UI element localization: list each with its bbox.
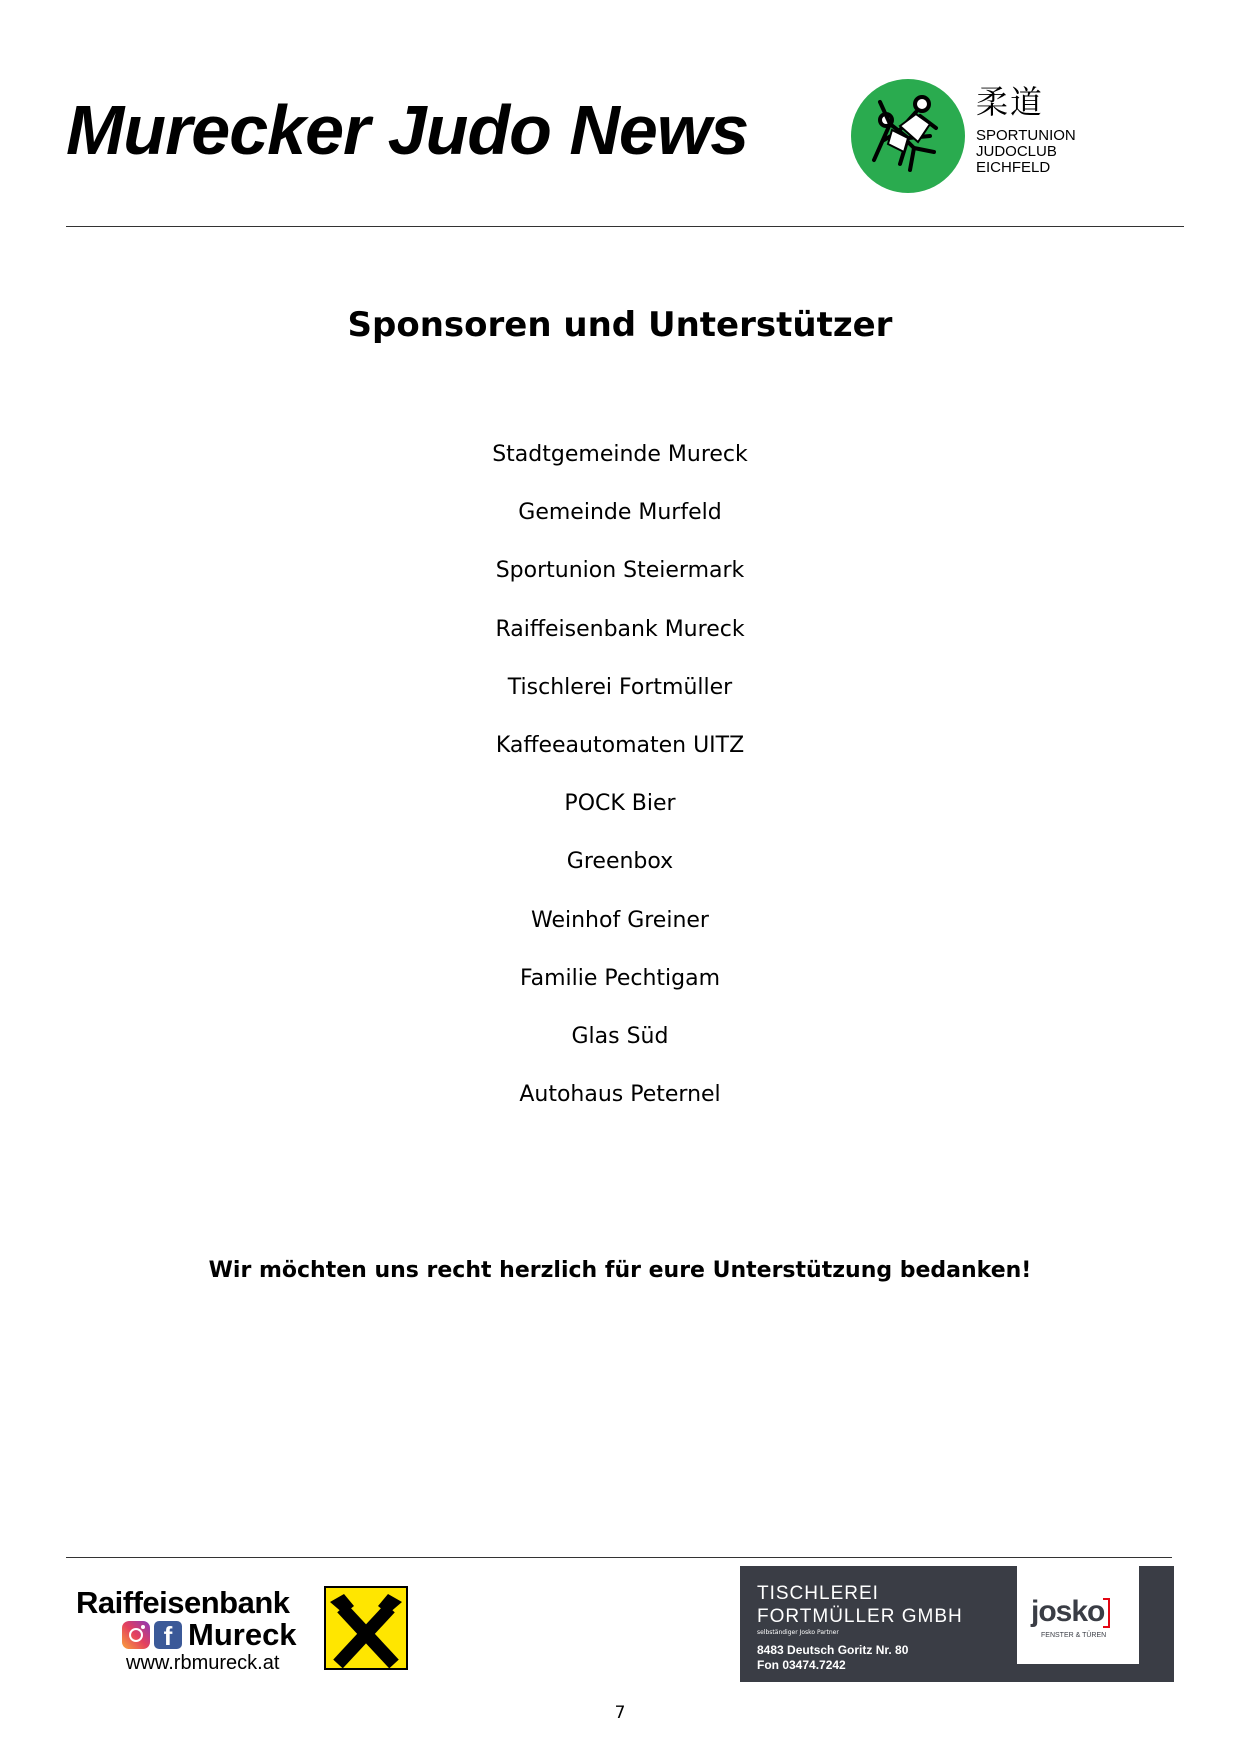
facebook-icon: f	[154, 1621, 182, 1649]
tischlerei-name-line: TISCHLEREI	[757, 1583, 879, 1604]
sponsor-item: Raiffeisenbank Mureck	[495, 616, 745, 642]
page-number: 7	[614, 1703, 626, 1723]
header-divider	[66, 226, 1184, 227]
club-logo	[850, 78, 1090, 194]
josko-logo: josko	[1031, 1595, 1105, 1628]
tischlerei-tagline: selbständiger Josko Partner	[757, 1629, 839, 1636]
tischlerei-name-line: FORTMÜLLER GMBH	[757, 1606, 963, 1627]
sponsor-item: Familie Pechtigam	[519, 965, 721, 991]
sponsor-item: Stadtgemeinde Mureck	[492, 442, 748, 467]
bank-name: Raiffeisenbank	[76, 1585, 290, 1620]
judo-throw-icon	[850, 78, 966, 194]
josko-subtitle: FENSTER & TÜREN	[1041, 1632, 1107, 1639]
bank-town: Mureck	[188, 1617, 297, 1652]
sponsor-item: Glas Süd	[571, 1023, 669, 1049]
thanks-message: Wir möchten uns recht herzlich für eure Unterstützung bedanken!	[208, 1258, 1032, 1283]
sponsor-item: Kaffeeautomaten UITZ	[495, 732, 745, 758]
bank-social-row	[122, 1617, 297, 1652]
club-name-line: EICHFELD	[976, 159, 1051, 176]
sponsor-list	[0, 440, 1240, 1138]
sponsor-item: Weinhof Greiner	[531, 907, 709, 933]
club-name-line: SPORTUNION	[976, 127, 1076, 144]
tischlerei-name	[757, 1582, 963, 1628]
sponsor-item: Sportunion Steiermark	[495, 558, 745, 584]
judo-kanji: 柔道	[976, 83, 1045, 121]
sponsor-item: Autohaus Peternel	[519, 1082, 721, 1108]
raiffeisen-gable-cross-icon	[324, 1586, 408, 1670]
club-name	[976, 128, 1076, 176]
club-name-line: JUDOCLUB	[976, 143, 1057, 160]
sponsor-item: Greenbox	[566, 849, 674, 875]
newsletter-title: Murecker Judo News	[66, 91, 749, 169]
section-heading: Sponsoren und Unterstützer	[347, 305, 893, 345]
sponsor-item: POCK Bier	[564, 791, 676, 817]
sponsor-item: Tischlerei Fortmüller	[507, 674, 733, 700]
sponsor-item: Gemeinde Murfeld	[518, 500, 722, 526]
bank-website: www.rbmureck.at	[126, 1652, 280, 1674]
josko-logo-box	[1017, 1566, 1139, 1664]
footer-divider	[66, 1557, 1172, 1558]
tischlerei-address-line: Fon 03474.7242	[757, 1658, 846, 1672]
tischlerei-address	[757, 1643, 908, 1673]
tischlerei-ad	[740, 1566, 1174, 1682]
tischlerei-address-line: 8483 Deutsch Goritz Nr. 80	[757, 1643, 909, 1657]
raiffeisenbank-ad	[76, 1586, 412, 1676]
instagram-icon	[122, 1621, 150, 1649]
